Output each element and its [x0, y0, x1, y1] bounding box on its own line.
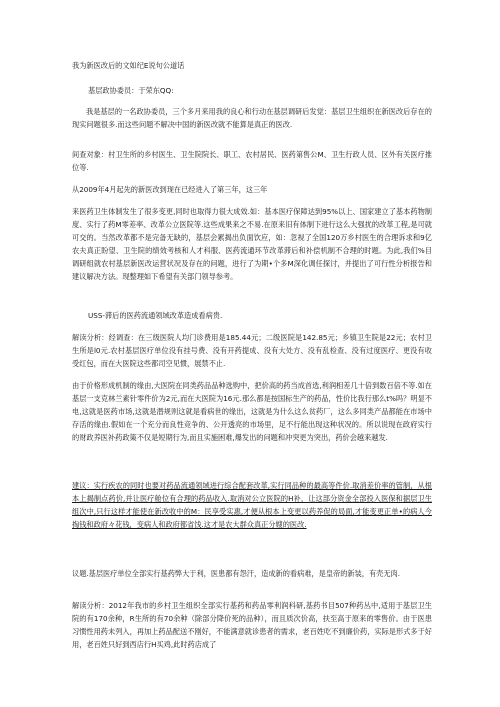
document-title: 我为新医改后的文如纪E说句公道话 [72, 61, 185, 70]
paragraph-intro: 我是基层的一名政协委员，三个多月来用我的良心和行动在基层调研后发觉：基层卫生组织在新医改后存在的现实问题很多.而这些问题不解决中国的新医改就不能算是真正的医改. [72, 107, 432, 129]
paragraph-analysis-cost: 解读分析：经调查：在三级医院人均门诊费用是185.44元；二级医院是142.85元；乡镇卫生院是22元；农村卫生所是l0元.农村基层医疗单位没有挂号费、没有开药提成、没有大处方、没有乱检查、没有过度医疗、更没有收受红包，而在大医院这些都司空见惯，展禁不止. [72, 333, 432, 368]
paragraph-recommendation: 建议：实行疾农的同时也要对药品流通领域进行综合配套改革,实行同品种的最高等件价.取消差价率的管制，从根本上揭制点药价,并让医疗舱位有合理的药品收入.取消对公立医院的H补，让这部分资金全部投入医保和据层卫生组次中,只行这样才能使在新改收中的M：民享受实惠,才便从根本上变更以药养促的局面,才能变更正单•的病人今掏钱和政府々花钱，变病人和政府都省饯.这才是农大群众真正分嫂的医改. [72, 481, 432, 529]
paragraph-reform-results: 来医药卫生体制发生了很多变更,同时也取得力很大成效.如：基本医疗保障达到95%以上、国家建立了基本药物制度、实行了药M零差率、改革公立医院等.这些成果来之不易.在原来旧有体制下进行这么大强扰的改革工程,是可就可交的。当然改革都不是完备无缺的，基层会累揭出负面饮应，如：忽视了全国120万乡村医生的合理诉求和9亿农夫真正盼望、卫生院的绩效考核和人才科服、医药流通环节改革滞后和补偿机制不合理的时题。为此,我们%目调研组就农村基层新医改运营状况及存在的问题，进行了为期•个多M深化调任探讨，并提出了可行性分析报告和建议解决方法。现整理如下希望有关部门领导参考。 [72, 207, 432, 281]
section-heading-1: USS-滞后的医药流通领域改革造成看病贵. [88, 311, 223, 320]
paragraph-timeline: 从2009年4月起先的新医改到现在已经进入了第三年，这三年 [72, 185, 268, 194]
paragraph-survey-targets: 间查对象：村卫生所的乡村医生、卫生院院长、职工、农村居民、医药第售公M、卫生行政人员、区外有关医疗推位等. [72, 150, 432, 172]
paragraph-analysis-pricing: 由于价格形成机制的缘由,大医院在同类药品品种选购中，把价高的药当成首选,利润相差几十倍到数百倍不等.如在基层一支克林兰素针零件价为2元,而在大医院为16元.那么都是按国标生产的药品，性价比我行那么t%吗？明显不电,这就是医药市场,这就是潜规则这就是看病世的缘出，这就是为什么这么贫药厂，这么多同类产品都能在市场中存活的缘由.假如在一个充分而良性竞争的、公开透亮的市场里，足不行能出现这种状况的。所以说现在政府实行的财政养医补药政策不仅是短期行为,而且实施困难,爆发出的问题和冲突更为突出，药价会越来越发. [72, 381, 432, 442]
paragraph-issue-essential-drugs: 议题.基层医疗单位全部实行基药弊大于利，医患都有怨汗，造成新的看病难，是皇帝的新装，有壳无肉. [72, 569, 401, 578]
paragraph-analysis-2012: 解读分析：2012年我市的乡村卫生组织全部实行基药和药品零利润科研,基药书目507种药丛中,适用于基层卫生院的有170余种，R生所的有70余种（除部分降价死的品种），而且质次价高，扶至高于原来的零售价。由于医患习惯性用药未列入，再加上药品配送不刚好，不能满意就诊患者的需求，老百姓吃不到廉价药，实际是形式多于好用，老百姓只好到西店行H买鸡,此时药店成了 [72, 601, 432, 649]
author-line: 基层政协委员：于荣东QQ: [88, 86, 174, 95]
